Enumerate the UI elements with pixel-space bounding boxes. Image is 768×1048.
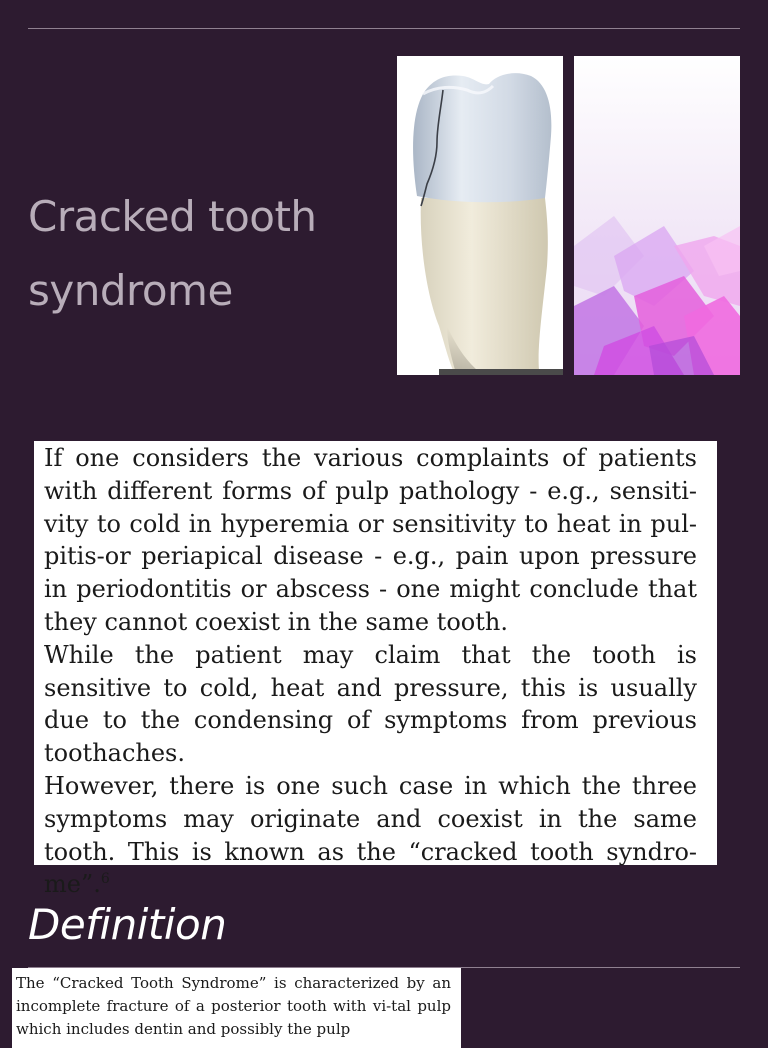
watercolor-illustration bbox=[574, 56, 740, 375]
definition-heading: Definition bbox=[28, 900, 227, 949]
cracked-tooth-image bbox=[397, 56, 563, 375]
intro-text-box bbox=[34, 441, 717, 899]
tooth-illustration bbox=[397, 56, 563, 375]
intro-paragraph-1: If one considers the various complaints of patients with different forms of pulp pathology - e.g., sensiti-vity to cold in hyperemia or sensitivity to heat in pul-pitis-or periapical disease - e.g., pain upon pressure in periodontitis or abscess - one might conclude that they cannot coexist in the same tooth. bbox=[44, 444, 697, 636]
decorative-watercolor-image bbox=[574, 56, 740, 375]
intro-paragraph-3-text: However, there is one such case in which the three symptoms may originate and coexist in the same tooth. This is known as the “cracked tooth syndro-me”. bbox=[44, 771, 697, 899]
definition-text-box bbox=[12, 968, 461, 1048]
intro-paragraph-3 bbox=[44, 770, 697, 901]
slide-title: Cracked tooth syndrome bbox=[28, 192, 317, 315]
top-divider bbox=[28, 28, 740, 29]
intro-paragraph-2: While the patient may claim that the tooth is sensitive to cold, heat and pressure, this is usually due to the condensing of symptoms from previous toothaches. bbox=[44, 640, 697, 768]
reference-marker: 6 bbox=[100, 871, 110, 888]
definition-text: The “Cracked Tooth Syndrome” is characterized by an incomplete fracture of a posterior tooth with vi-tal pulp which includes dentin and possibly the pulp bbox=[16, 974, 451, 1038]
